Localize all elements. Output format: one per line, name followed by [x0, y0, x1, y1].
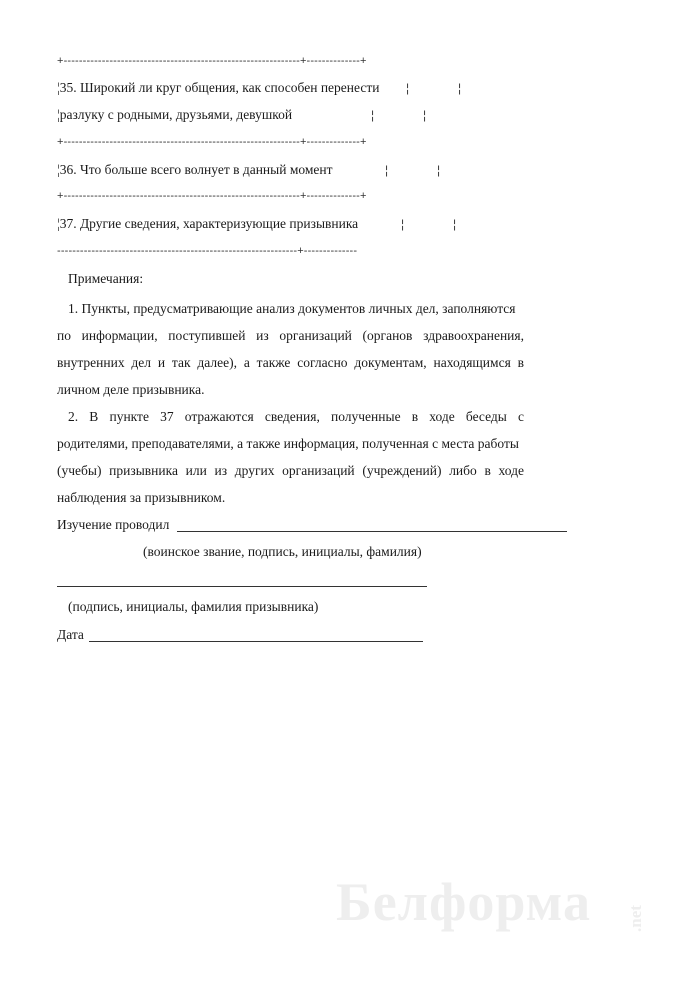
table-rule-top: +--------------------------------------------------------------+--------------+	[57, 55, 367, 67]
row-37: ¦37. Другие сведения, характеризующие призывника	[57, 216, 359, 231]
note-1-line-2: по информации, поступившей из организаций (органов здравоохранения,	[57, 328, 524, 343]
watermark-tld: .net	[626, 905, 645, 932]
row-36: ¦36. Что больше всего волнует в данный момент	[57, 162, 333, 177]
row-37-divider-1: ¦	[401, 217, 405, 231]
row-37-divider-2: ¦	[453, 217, 457, 231]
row-35-divider-3: ¦	[371, 108, 375, 122]
watermark-brand: Белформа	[336, 872, 591, 932]
note-2-line-3: (учебы) призывника или из других организаций (учреждений) либо в ходе	[57, 463, 524, 478]
note-2-line-4: наблюдения за призывником.	[57, 490, 226, 505]
row-35-line-1: ¦35. Широкий ли круг общения, как способен перенести	[57, 80, 380, 95]
note-2-line-2: родителями, преподавателями, а также информация, полученная с места работы	[57, 436, 519, 451]
notes-heading: Примечания:	[68, 271, 144, 286]
date-label: Дата	[57, 627, 84, 642]
conscript-signature-line	[57, 586, 427, 587]
conducted-by-hint: (воинское звание, подпись, инициалы, фамилия)	[143, 544, 422, 559]
row-36-divider-2: ¦	[437, 163, 441, 177]
note-1-line-1: 1. Пункты, предусматривающие анализ документов личных дел, заполняются	[68, 301, 516, 316]
note-2-line-1: 2. В пункте 37 отражаются сведения, полученные в ходе беседы с	[68, 409, 524, 424]
row-35-line-2: ¦разлуку с родными, друзьями, девушкой	[57, 107, 293, 122]
row-35-divider-1: ¦	[406, 81, 410, 95]
note-1-line-4: личном деле призывника.	[57, 382, 205, 397]
table-rule-bottom: ---------------------------------------------------------------+--------------	[57, 245, 358, 257]
conscript-hint: (подпись, инициалы, фамилия призывника)	[68, 599, 319, 614]
table-rule-36: +--------------------------------------------------------------+--------------+	[57, 190, 367, 202]
note-1-line-3: внутренних дел и так далее), а также согласно документам, находящимся в	[57, 355, 524, 370]
table-rule-35: +--------------------------------------------------------------+--------------+	[57, 136, 367, 148]
conducted-by-line	[177, 531, 567, 532]
conducted-by-label: Изучение проводил	[57, 517, 170, 532]
row-35-divider-4: ¦	[423, 108, 427, 122]
date-line	[89, 641, 423, 642]
row-36-divider-1: ¦	[385, 163, 389, 177]
row-35-divider-2: ¦	[458, 81, 462, 95]
